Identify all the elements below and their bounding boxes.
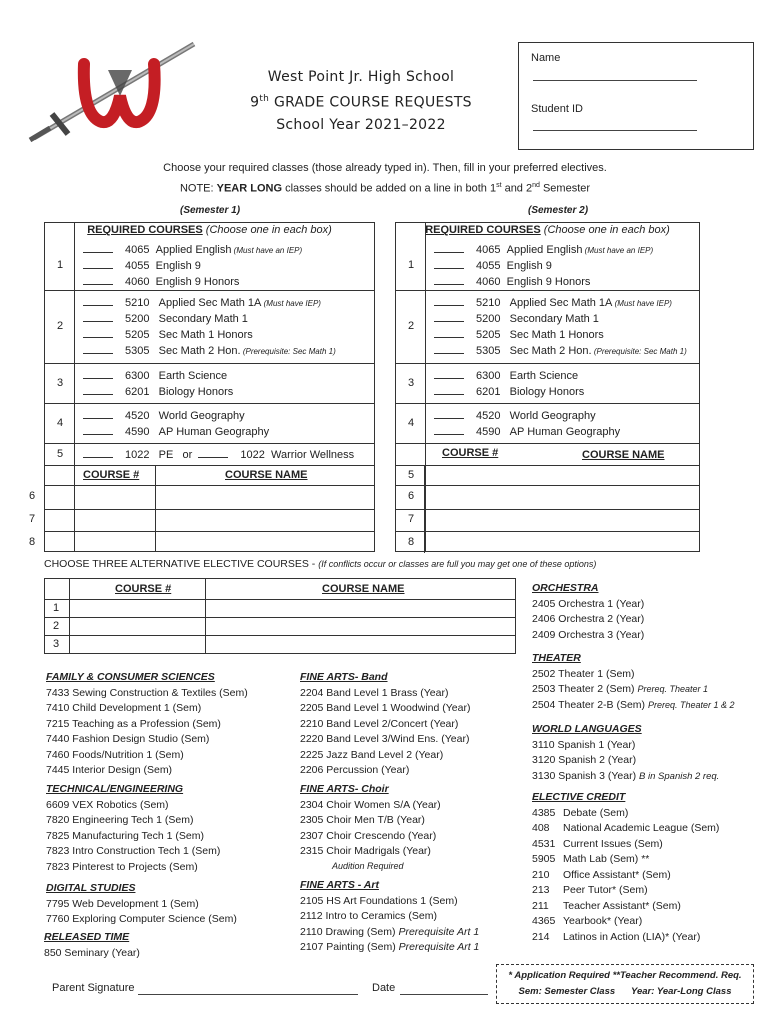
section-title: ELECTIVE CREDIT (532, 791, 626, 803)
row-number: 1 (407, 259, 415, 271)
course-option[interactable]: 5210 Applied Sec Math 1A (Must have IEP) (83, 296, 321, 309)
course-option[interactable]: 5205 Sec Math 1 Honors (83, 328, 253, 341)
row-number: 5 (56, 448, 64, 460)
list-item: 2205 Band Level 1 Woodwind (Year) (300, 702, 471, 714)
list-item: 7440 Fashion Design Studio (Sem) (46, 733, 210, 745)
list-item: 7445 Interior Design (Sem) (46, 764, 173, 776)
row-number: 3 (407, 377, 415, 389)
digital-section (46, 881, 237, 928)
list-item: 7820 Engineering Tech 1 (Sem) (46, 814, 194, 826)
school-year: School Year 2021–2022 (276, 116, 446, 133)
list-item: 2105 HS Art Foundations 1 (Sem) (300, 894, 458, 907)
course-option[interactable]: 5200 Secondary Math 1 (434, 312, 599, 325)
list-item: 6609 VEX Robotics (Sem) (46, 798, 169, 811)
list-item: 2110 Drawing (Sem) Prerequisite Art 1 (300, 925, 480, 938)
list-item: 2406 Orchestra 2 (Year) (532, 613, 645, 625)
list-item: 7823 Intro Construction Tech 1 (Sem) (46, 845, 221, 857)
course-option[interactable]: 4055 English 9 (434, 259, 552, 272)
row-number: 4 (56, 417, 64, 429)
audition-note: Audition Required (332, 860, 404, 871)
family-consumer-section (46, 670, 248, 779)
parent-signature-field[interactable] (138, 982, 358, 995)
legend-box (496, 964, 754, 1004)
row-number: 1 (56, 259, 64, 271)
section-title: FAMILY & CONSUMER SCIENCES (46, 671, 215, 683)
list-item: 2502 Theater 1 (Sem) (532, 667, 635, 680)
date-field[interactable] (400, 982, 488, 995)
instructions-line1: Choose your required classes (those already typed in). Then, fill in your preferred electives. (163, 162, 607, 174)
section-title: TECHNICAL/ENGINEERING (46, 783, 184, 795)
section-title: WORLD LANGUAGES (532, 723, 642, 735)
row-number: 7 (28, 513, 36, 525)
row-number: 5 (407, 469, 415, 481)
section-title: FINE ARTS- Choir (300, 783, 389, 795)
row-number: 2 (407, 320, 415, 332)
name-field[interactable] (533, 69, 697, 81)
course-option[interactable]: 4590 AP Human Geography (83, 425, 269, 438)
legend-line2: Sem: Semester Class Year: Year-Long Class (518, 986, 732, 997)
student-id-field[interactable] (533, 119, 697, 131)
list-item: 2204 Band Level 1 Brass (Year) (300, 686, 449, 699)
course-option[interactable]: 5305 Sec Math 2 Hon. (Prerequisite: Sec Math 1) (83, 344, 336, 357)
semester1-table (28, 222, 375, 552)
grade-title: 9th GRADE COURSE REQUESTS (250, 94, 472, 111)
row-number: 3 (52, 638, 60, 650)
course-option[interactable]: 6201 Biology Honors (434, 385, 584, 398)
course-name-header: COURSE NAME (225, 469, 308, 481)
section-title: FINE ARTS- Band (300, 671, 388, 683)
legend-line1: * Application Required **Teacher Recommend. Req. (508, 970, 742, 981)
course-option[interactable]: 4060 English 9 Honors (434, 275, 590, 288)
row-number: 4 (407, 417, 415, 429)
section-title: THEATER (532, 652, 581, 664)
course-num-header: COURSE # (83, 469, 140, 481)
section-title: DIGITAL STUDIES (46, 882, 136, 894)
row-number: 3 (56, 377, 64, 389)
list-item: 2307 Choir Crescendo (Year) (300, 829, 437, 842)
semester2-header: REQUIRED COURSES (Choose one in each box) (425, 224, 670, 236)
list-item: 210 Office Assistant* (Sem) (532, 868, 671, 881)
band-section (300, 670, 470, 779)
row-number: 7 (407, 513, 415, 525)
list-item: 3110 Spanish 1 (Year) (532, 738, 636, 751)
course-option[interactable]: 5305 Sec Math 2 Hon. (Prerequisite: Sec Math 1) (434, 344, 687, 357)
list-item: 3120 Spanish 2 (Year) (532, 754, 637, 766)
list-item: 7825 Manufacturing Tech 1 (Sem) (46, 829, 204, 842)
course-option[interactable]: 4065 Applied English (Must have an IEP) (83, 243, 302, 256)
orchestra-section (532, 581, 644, 643)
course-option[interactable]: 5200 Secondary Math 1 (83, 312, 248, 325)
pe-option[interactable]: 1022 PE or 1022 Warrior Wellness (83, 448, 354, 461)
list-item: 2409 Orchestra 3 (Year) (532, 628, 645, 641)
list-item: 2315 Choir Madrigals (Year) (300, 845, 431, 857)
list-item: 2210 Band Level 2/Concert (Year) (300, 717, 459, 730)
choir-section (300, 782, 441, 872)
list-item: 2225 Jazz Band Level 2 (Year) (300, 748, 444, 761)
list-item: 2305 Choir Men T/B (Year) (300, 814, 425, 826)
list-item: 213 Peer Tutor* (Sem) (532, 884, 648, 896)
list-item: 5905 Math Lab (Sem) ** (532, 853, 650, 865)
list-item: 7215 Teaching as a Profession (Sem) (46, 717, 221, 730)
list-item: 211 Teacher Assistant* (Sem) (532, 899, 681, 912)
art-section (300, 878, 479, 956)
alternatives-table (44, 578, 516, 654)
list-item: 214 Latinos in Action (LIA)* (Year) (532, 930, 701, 943)
semester2-label: (Semester 2) (528, 205, 589, 216)
list-item: 2220 Band Level 3/Wind Ens. (Year) (300, 733, 470, 745)
course-option[interactable]: 5210 Applied Sec Math 1A (Must have IEP) (434, 296, 672, 309)
course-option[interactable]: 6201 Biology Honors (83, 385, 233, 398)
school-name: West Point Jr. High School (267, 69, 455, 85)
world-languages-section (532, 722, 719, 784)
semester1-label: (Semester 1) (180, 205, 241, 216)
parent-signature-label: Parent Signature (52, 982, 135, 994)
student-info-box (518, 42, 754, 150)
date-label: Date (372, 982, 396, 994)
course-num-header: COURSE # (442, 447, 499, 459)
list-item: 7760 Exploring Computer Science (Sem) (46, 913, 237, 925)
sword-icon (30, 44, 194, 140)
list-item: 2112 Intro to Ceramics (Sem) (300, 910, 437, 922)
list-item: 7460 Foods/Nutrition 1 (Sem) (46, 748, 184, 761)
semester1-header: REQUIRED COURSES (Choose one in each box) (87, 224, 332, 236)
course-name-header: COURSE NAME (322, 583, 405, 595)
course-num-header: COURSE # (115, 583, 172, 595)
section-title: ORCHESTRA (532, 582, 599, 594)
semester2-table (395, 222, 700, 552)
list-item: 2503 Theater 2 (Sem) Prereq. Theater 1 (532, 683, 708, 695)
section-title: FINE ARTS - Art (300, 879, 379, 891)
course-option[interactable]: 4060 English 9 Honors (83, 275, 239, 288)
student-id-label: Student ID (531, 103, 583, 115)
list-item: 2107 Painting (Sem) Prerequisite Art 1 (300, 941, 480, 953)
course-name-header: COURSE NAME (582, 449, 665, 461)
course-option[interactable]: 4055 English 9 (83, 259, 201, 272)
course-option[interactable]: 4520 World Geography (434, 409, 596, 422)
course-option[interactable]: 4520 World Geography (83, 409, 245, 422)
row-number: 2 (52, 620, 60, 632)
list-item: 7433 Sewing Construction & Textiles (Sem) (46, 686, 248, 699)
list-item: 4385 Debate (Sem) (532, 806, 629, 819)
released-time-section (44, 930, 140, 961)
row-number: 1 (52, 602, 60, 614)
course-option[interactable]: 4590 AP Human Geography (434, 425, 620, 438)
theater-section (532, 651, 735, 713)
school-logo (22, 36, 202, 146)
row-number: 8 (28, 536, 36, 548)
row-number: 6 (407, 490, 415, 502)
list-item: 4531 Current Issues (Sem) (532, 837, 663, 850)
list-item: 3130 Spanish 3 (Year) B in Spanish 2 req. (532, 769, 720, 782)
course-option[interactable]: 6300 Earth Science (434, 369, 578, 382)
list-item: 2304 Choir Women S/A (Year) (300, 798, 441, 811)
alternatives-title: CHOOSE THREE ALTERNATIVE ELECTIVE COURSES - (If conflicts occur or classes are full you may get one of these options) (44, 558, 597, 570)
elective-credit-section (532, 790, 719, 945)
list-item: 2504 Theater 2-B (Sem) Prereq. Theater 1 & 2 (532, 698, 735, 711)
section-title: RELEASED TIME (44, 931, 130, 943)
list-item: 2206 Percussion (Year) (300, 764, 410, 776)
course-option[interactable]: 5205 Sec Math 1 Honors (434, 328, 604, 341)
instructions (0, 160, 770, 198)
row-number: 2 (56, 320, 64, 332)
course-option[interactable]: 6300 Earth Science (83, 369, 227, 382)
list-item: 7795 Web Development 1 (Sem) (46, 897, 199, 910)
page-title (205, 66, 517, 136)
list-item: 7410 Child Development 1 (Sem) (46, 702, 202, 714)
instructions-note: NOTE: YEAR LONG classes should be added on a line in both 1st and 2nd Semester (179, 182, 591, 195)
list-item: 7823 Pinterest to Projects (Sem) (46, 860, 198, 873)
list-item: 408 National Academic League (Sem) (532, 822, 720, 834)
name-label: Name (531, 52, 561, 64)
technical-section (46, 782, 220, 875)
list-item: 2405 Orchestra 1 (Year) (532, 597, 645, 610)
course-option[interactable]: 4065 Applied English (Must have an IEP) (434, 243, 653, 256)
row-number: 6 (28, 490, 36, 502)
list-item: 850 Seminary (Year) (44, 946, 140, 959)
row-number: 8 (407, 536, 415, 548)
list-item: 4365 Yearbook* (Year) (532, 915, 643, 927)
